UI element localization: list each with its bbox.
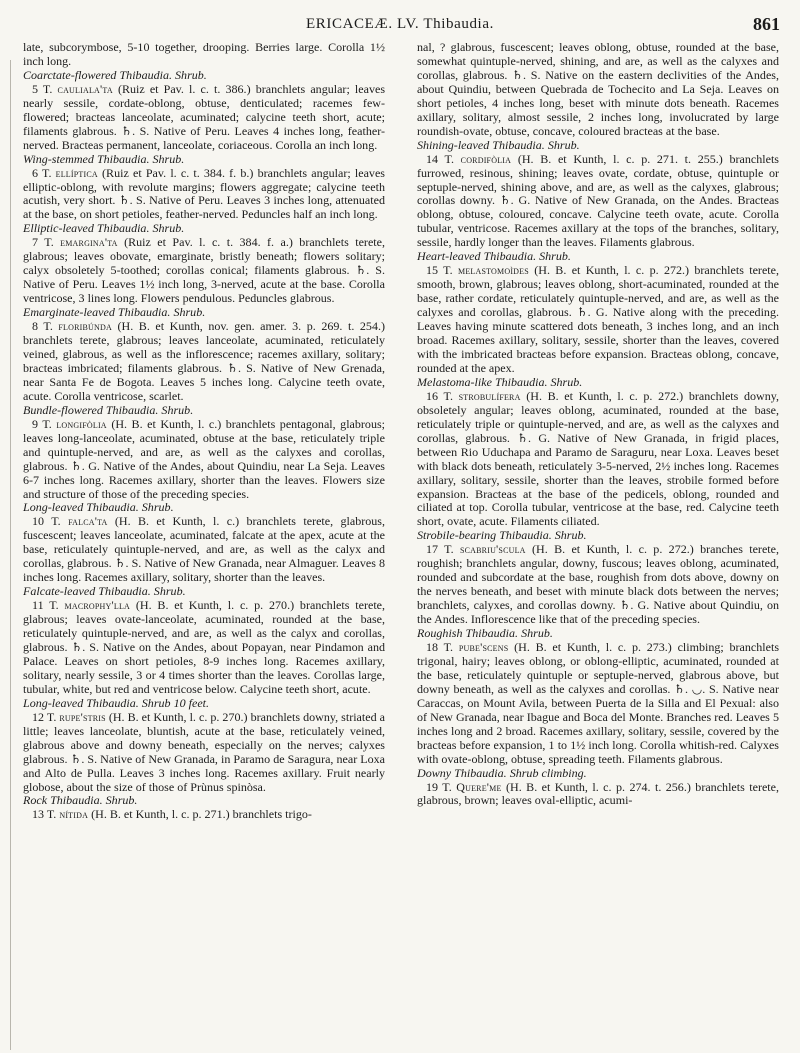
common-name: Melastoma-like Thibaudia. Shrub. xyxy=(417,374,583,389)
common-name: Rock Thibaudia. Shrub. xyxy=(23,793,138,808)
species-name: floribúnda xyxy=(58,319,112,334)
species-name: ellíptica xyxy=(55,165,98,180)
species-number: 6 T. xyxy=(32,165,52,180)
species-name: scabriu'scula xyxy=(459,542,526,557)
species-name: rupe'stris xyxy=(59,709,106,724)
species-number: 11 T. xyxy=(32,598,59,613)
species-entry xyxy=(417,781,779,809)
species-name: cordifòlia xyxy=(460,151,512,166)
species-entry xyxy=(23,320,385,404)
common-name: Elliptic-leaved Thibaudia. Shrub. xyxy=(23,221,185,236)
species-number: 12 T. xyxy=(32,709,57,724)
species-description: (Ruiz et Pav. l. c. t. 384. f. b.) branchlets angular; leaves elliptic-oblong, with revolute margins; flowers aggregate; calycine teeth acutish, very short. ♄. S. Native of Peru. Leaves 3 inches long, attenuated at the base, on short petioles, feather-nerved. Peduncles half an inch long. xyxy=(23,165,385,222)
species-description: (H. B. et Kunth, l. c. p. 271. t. 255.) branchlets furrowed, resinous, shining; leaves ovate, cordate, obtuse, quintuple or septuple-nerved, shining above, and are, as well as the calyxes, glabrous; corollas downy. ♄. G. Native of New Granada, on the Andes. Bracteas oblong, obtuse, coloured, concave. Calycine teeth ovate, acute. Corolla tubular, ventricose. Racemes axillary at the tops of the branches, solitary, sessile, hardly longer than the leaves. Filaments glabrous. xyxy=(417,151,779,250)
species-entry xyxy=(23,236,385,306)
page-edge-line xyxy=(10,60,11,1050)
common-name: Emarginate-leaved Thibaudia. Shrub. xyxy=(23,305,206,320)
species-number: 7 T. xyxy=(32,235,54,250)
species-number: 17 T. xyxy=(426,542,454,557)
species-description: (H. B. et Kunth, l. c. p. 270.) branchlets downy, striated a little; leaves lanceolate, bluntish, acute at the base, reticulately veined, glabrous above and downy beneath, especially on the nerves; calyxes glabrous. ♄. S. Native of New Granada, in Paramo de Saragura, near Loxa and Alto de Pulla. Leaves 3 inches long. Racemes axillary. Fruit nearly globose, about the size of those of Prùnus spinòsa. xyxy=(23,709,386,794)
page-number: 861 xyxy=(753,14,780,34)
species-entry xyxy=(23,167,385,223)
species-number: 5 T. xyxy=(32,81,53,96)
species-entry xyxy=(417,153,779,251)
common-name: Long-leaved Thibaudia. Shrub 10 feet. xyxy=(23,695,210,710)
species-description: (H. B. et Kunth, l. c. p. 272.) branches terete, roughish; branchlets angular, downy, fuscous; leaves oblong, acuminated, rounded and subcordate at the base, roughish from dots above, downy on the nerves beneath, and beset with minute black dots between the nerves; branchlets, calyxes, and corollas downy. ♄. G. Native about Quindiu, on the Andes. Inflorescence like that of the preceding species. xyxy=(417,542,780,627)
species-name: macrophy'lla xyxy=(64,598,131,613)
species-entry xyxy=(23,418,385,502)
species-name: nítida xyxy=(59,807,89,822)
species-description: (H. B. et Kunth, l. c. p. 272.) branchlets terete, smooth, brown, glabrous; leaves oblong, short-acuminated, rounded at the base, rather cordate, reticulately quintuple-nerved, and are, as well as the calyxes and corollas, glabrous. ♄. G. Native along with the preceding. Leaves having minute scattered dots beneath, 3 inches long, and an inch broad. Racemes axillary, solitary, sessile, shorter than the leaves, covered with the imbricated bracteas before expansion. Bracteas oblong, concave, rounded at the apex. xyxy=(417,263,779,375)
species-entry xyxy=(23,711,385,795)
lead-text: nal, ? glabrous, fuscescent; leaves oblong, obtuse, rounded at the base, somewhat quintuple-nerved, shining, and are, as well as the calyxes and corollas, glabrous. ♄. S. Native on the eastern declivities of the Andes, about Quindiu, between Quebrada de Tochecito and La Seja. Leaves on short petioles, 4 inches long, beset with minute dots beneath. Racemes axillary, solitary, almost sessile, 2 inches long, involucrated by large roundish-ovate, obtuse, concave, coloured bracteas at the base. xyxy=(417,40,779,138)
species-description: (H. B. et Kunth, nov. gen. amer. 3. p. 269. t. 254.) branchlets terete, glabrous; leaves lanceolate, acuminated, reticulately veined, glabrous, as well as the inflorescence; racemes axillary, solitary; bracteas imbricated; filaments glabrous. ♄. S. Native of New Grenada, near Santa Fe de Bogota. Leaves 5 inches long. Calycine teeth ovate, acute. Corolla ventricose, scarlet. xyxy=(23,319,385,403)
lead-common-name: Shining-leaved Thibaudia. Shrub. xyxy=(417,137,580,152)
species-description: (Ruiz et Pav. l. c. t. 386.) branchlets angular; leaves nearly sessile, cordate-oblong, obtuse, denticulated; racemes few-flowered; bracteas lanceolate, acuminated; calycine teeth short, acute; filaments glabrous. ♄. S. Native of Peru. Leaves 4 inches long, feather-nerved. Bracteas permanent, lanceolate, coriaceous. Corolla an inch long. xyxy=(23,81,386,152)
species-number: 18 T. xyxy=(426,639,454,654)
species-number: 16 T. xyxy=(426,388,453,403)
species-entry xyxy=(23,83,385,153)
species-entry xyxy=(417,641,779,767)
species-entry xyxy=(417,543,779,627)
species-name: pube'scens xyxy=(458,639,509,654)
species-description: (H. B. et Kunth, l. c.) branchlets pentagonal, glabrous; leaves long-lanceolate, acuminated, obtuse at the base, reticulately triple and quintuple-nerved, and are, as well as the calyxes and corollas, glabrous. ♄. G. Native of the Andes, about Quindiu, near La Seja. Leaves 6-7 inches long. Racemes axillary, shorter than the leaves. Flowers size and structure of those of the preceding species. xyxy=(23,416,386,501)
common-name: Downy Thibaudia. Shrub climbing. xyxy=(417,765,587,780)
species-entry xyxy=(23,808,385,822)
common-name: Bundle-flowered Thibaudia. Shrub. xyxy=(23,402,194,417)
species-description: (H. B. et Kunth, l. c. p. 270.) branchlets terete, glabrous; leaves ovate-lanceolate, acuminated, rounded at the base, reticulately quintuple-nerved, and are, as well as the calyx and corollas, glabrous. ♄. S. Native on the Andes, about Popayan, near Pindamon and Palace. Leaves on short petioles, 8-9 inches long. Racemes axillary, solitary, nearly sessile, 3 or 4 times shorter than the leaves. Corollas large, tubular, white, but red and ventricose below. Calycine teeth short, acute. xyxy=(23,598,386,696)
common-name: Strobile-bearing Thibaudia. Shrub. xyxy=(417,528,587,543)
species-description: (H. B. et Kunth, l. c. p. 272.) branchlets downy, obsoletely angular; leaves oblong, acuminated, rounded at the base, reticulately triple or quintuple-nerved, and are, as well as the calyxes and corollas, glabrous. ♄. G. Native of New Granada, in frigid places, between Rio Uduchapa and Paramo de Saraguru, near Loxa. Leaves beset with black dots beneath, reticulately 3-5-nerved, 2½ inches long. Racemes axillary, solitary, sessile, shorter than the leaves, strobile formed before expansion. Bracteas at the base of the pedicels, oblong, rounded and ciliated at top. Corolla tubular, ventricose at the base, red. Calycine teeth short, ovate, acute. Filaments ciliated. xyxy=(417,388,780,529)
species-name: falca'ta xyxy=(68,514,108,529)
common-name: Falcate-leaved Thibaudia. Shrub. xyxy=(23,584,186,599)
species-description: (H. B. et Kunth, l. c.) branchlets terete, glabrous, fuscescent; leaves lanceolate, acuminated, falcate at the apex, acute at the base, reticulately quintuple-nerved, and are, as well as the calyx and corollas, glabrous. ♄. S. Native of New Granada, near Almaguer. Leaves 8 inches long. Racemes axillary, solitary, shorter than the leaves. xyxy=(23,514,386,585)
species-description: (H. B. et Kunth, l. c. p. 273.) climbing; branchlets trigonal, hairy; leaves oblong, or oblong-elliptic, acuminated, rounded at the base, reticulately quintuple or septuple-nerved, glabrous above, but downy beneath, as well as the calyxes and corollas. ♄. ◡. S. Native near Caraccas, on Mount Avila, between Puerta de la Silla and El Pexual: also of New Granada, near Ibague and Boca del Monte. Branches red. Leaves 5 inches long and 2 broad. Racemes axillary, solitary, sessile, covered by the bracteas before expansion, 1 to 1½ inch long. Corolla whitish-red. Calyxes with ovate-oblong, obtuse, spreading teeth. Filaments glabrous. xyxy=(417,639,780,766)
species-number: 8 T. xyxy=(32,319,53,334)
lead-text: late, subcorymbose, 5-10 together, drooping. Berries large. Corolla 1½ inch long. xyxy=(23,40,385,68)
species-entry xyxy=(23,515,385,585)
species-description: (H. B. et Kunth, l. c. p. 274. t. 256.) branchlets terete, glabrous, brown; leaves oval-elliptic, acumi- xyxy=(417,779,780,808)
species-name: longifòlia xyxy=(56,416,107,431)
common-name: Long-leaved Thibaudia. Shrub. xyxy=(23,500,174,515)
right-column xyxy=(417,41,779,808)
species-description: (Ruiz et Pav. l. c. t. 384. f. a.) branchlets terete, glabrous; leaves obovate, emarginate, bristly beneath; flowers solitary; calyx obsoletely 5-toothed; corollas conical; filaments glabrous. ♄. S. Native of Peru. Leaves 1½ inch long, 3-nerved, acute at the base. Corolla ventricose, 3 lines long. Flowers pendulous. Peduncles glabrous. xyxy=(23,235,385,306)
left-column xyxy=(23,41,385,822)
species-number: 15 T. xyxy=(426,263,453,278)
lead-common-name: Coarctate-flowered Thibaudia. Shrub. xyxy=(23,67,207,82)
common-name: Wing-stemmed Thibaudia. Shrub. xyxy=(23,151,185,166)
common-name: Heart-leaved Thibaudia. Shrub. xyxy=(417,249,571,264)
species-entry xyxy=(23,599,385,697)
species-number: 14 T. xyxy=(426,151,454,166)
running-header xyxy=(0,16,800,40)
species-entry xyxy=(417,390,779,530)
species-name: strobulífera xyxy=(458,388,521,403)
species-number: 19 T. xyxy=(426,779,452,794)
species-entry xyxy=(417,264,779,376)
common-name: Roughish Thibaudia. Shrub. xyxy=(417,626,553,641)
species-number: 13 T. xyxy=(32,807,57,822)
species-name: Quere'me xyxy=(456,779,502,794)
running-title: ERICACEÆ. LV. Thibaudia. xyxy=(306,16,494,32)
species-number: 10 T. xyxy=(32,514,61,529)
species-name: emargina'ta xyxy=(60,235,118,250)
species-name: melastomoìdes xyxy=(458,263,529,278)
species-name: cauliala'ta xyxy=(57,81,113,96)
species-number: 9 T. xyxy=(32,416,52,431)
species-description: (H. B. et Kunth, l. c. p. 271.) branchlets trigo- xyxy=(91,807,312,822)
